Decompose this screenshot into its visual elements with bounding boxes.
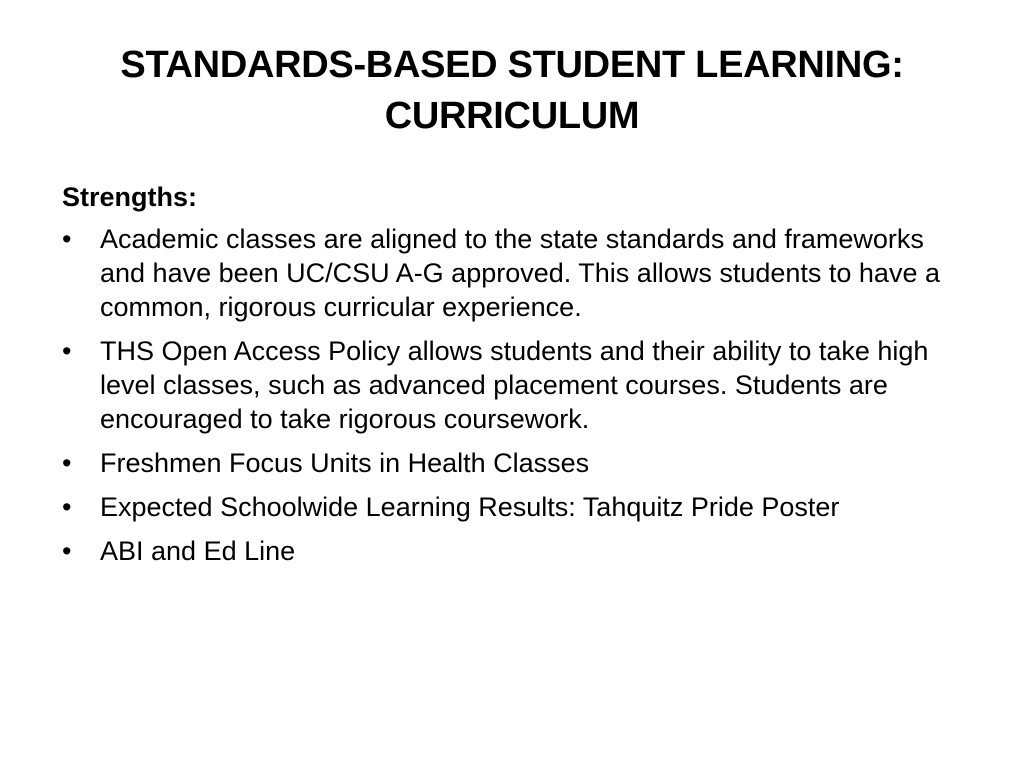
bullet-list <box>62 222 962 568</box>
list-item <box>62 446 962 480</box>
list-item <box>62 334 962 436</box>
list-item <box>62 490 962 524</box>
bullet-icon: • <box>62 492 72 522</box>
bullet-text: THS Open Access Policy allows students and their ability to take high level classes, such as advanced placement courses. Students are encouraged to take rigorous coursework. <box>100 336 929 434</box>
bullet-icon: • <box>62 536 72 566</box>
bullet-text: Expected Schoolwide Learning Results: Tahquitz Pride Poster <box>100 492 840 522</box>
slide-body <box>62 180 962 578</box>
list-item <box>62 222 962 324</box>
bullet-text: Academic classes are aligned to the state standards and frameworks and have been UC/CSU A-G approved. This allows students to have a common, rigorous curricular experience. <box>100 224 940 322</box>
list-item <box>62 534 962 568</box>
bullet-icon: • <box>62 336 72 366</box>
bullet-icon: • <box>62 448 72 478</box>
section-heading: Strengths: <box>62 182 197 212</box>
bullet-text: ABI and Ed Line <box>100 536 296 566</box>
slide-title: STANDARDS-BASED STUDENT LEARNING: CURRICULUM <box>120 44 904 137</box>
bullet-icon: • <box>62 224 72 254</box>
bullet-text: Freshmen Focus Units in Health Classes <box>100 448 590 478</box>
